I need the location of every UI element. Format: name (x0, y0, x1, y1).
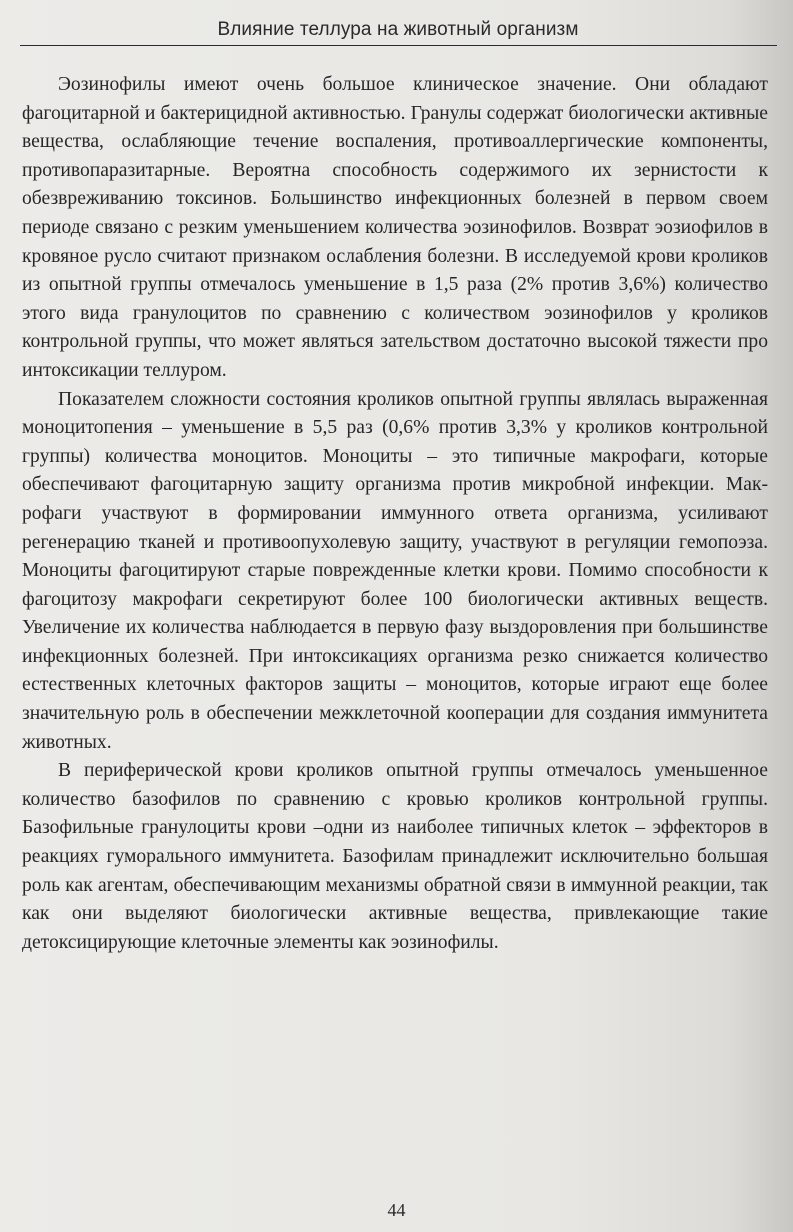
page-number: 44 (387, 1200, 406, 1220)
main-text (22, 71, 768, 957)
running-header: Влияние теллура на животный организм (217, 19, 579, 40)
paragraph-eosinophils: Эозинофилы имеют очень большое клиническое значение. Они обладают фагоцитарной и бактерицидной активностью. Гранулы содержат биологически активные вещества, ослабляющие течение воспаления, противоаллергические компоненты, противопаразитарные. Вероятна способность содержимого их зернистости к обезвреживанию токсинов. Большинство инфекционных болезней в первом своем периоде связано с резким уменьшением количества эозинофилов. Возврат эозиофилов в кровяное русло считают признаком ослабления болезни. В исследуемой крови кроликов из опытной группы отмечалось уменьшение в 1,5 раза (2% против 3,6%) количество этого вида гранулоцитов по сравнению с количеством эозинофилов у кроликов контрольной группы, что может являться зательством достаточно высокой тяжести про интоксикации теллуром. (22, 74, 768, 381)
header-divider (20, 45, 777, 46)
paragraph-monocytes: Показателем сложности состояния кроликов опытной группы являлась выраженная моноцитопения – уменьшение в 5,5 раз (0,6% против 3,3% у кроликов контрольной группы) количества моноцитов. Моноциты – это типичные макрофаги, которые обеспечивают фагоцитарную защиту организма против микробной инфекции. Макрофаги участвуют в формировании иммунного ответа организма, усиливают регенерацию тканей и противоопухолевую защиту, участвуют в регуляции гемопоэза. Моноциты фагоцитируют старые поврежденные клетки крови. Помимо способности к фагоцитозу макрофаги секретируют более 100 биологически активных веществ. Увеличение их количества наблюдается в первую фазу выздоровления при большинстве инфекционных болезней. При интоксикациях организма резко снижается количество естественных клеточных факторов защиты – моноцитов, которые играют еще более значительную роль в обеспечении межклеточной кооперации для создания иммунитета животных. (22, 388, 768, 753)
paragraph-basophils: В периферической крови кроликов опытной группы отмечалось уменьшенное количество базофилов по сравнению с кровью кроликов контрольной группы. Базофильные гранулоциты крови –одни из наиболее типичных клеток – эффекторов в реакциях гуморального иммунитета. Базофилам принадлежит исключительно большая роль как агентам, обеспечивающим механизмы обратной связи в иммунной реакции, так как они выделяют биологически активные вещества, привлекающие такие детоксицирующие клеточные элементы как эозинофилы. (22, 760, 768, 953)
